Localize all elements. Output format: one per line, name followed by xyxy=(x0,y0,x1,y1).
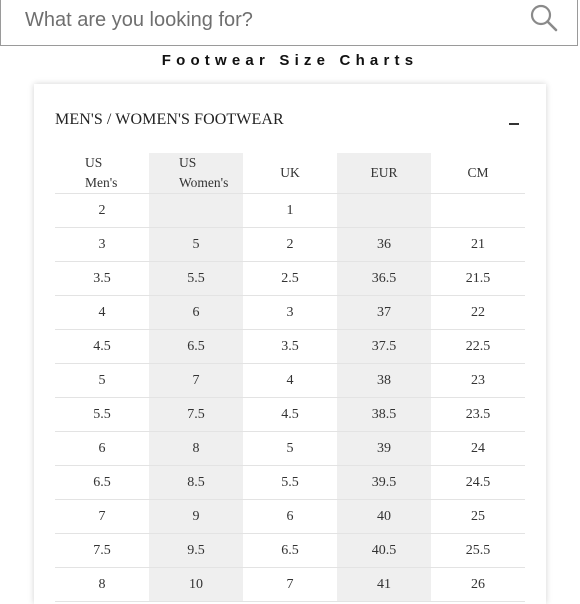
cell-us-womens: 8.5 xyxy=(149,466,243,500)
cell-us-mens: 3.5 xyxy=(55,262,149,296)
cell-cm: 25.5 xyxy=(431,534,525,568)
collapse-toggle[interactable] xyxy=(504,114,524,134)
table-row xyxy=(55,568,525,602)
cell-us-womens: 8 xyxy=(149,432,243,466)
cell-uk: 7 xyxy=(243,568,337,602)
table-header-row xyxy=(55,153,525,194)
cell-eur: 39.5 xyxy=(337,466,431,500)
cell-cm: 22 xyxy=(431,296,525,330)
table-row xyxy=(55,398,525,432)
cell-cm: 23.5 xyxy=(431,398,525,432)
cell-uk: 6.5 xyxy=(243,534,337,568)
cell-us-womens: 7.5 xyxy=(149,398,243,432)
cell-uk: 1 xyxy=(243,194,337,228)
header-line: Men's xyxy=(85,175,118,190)
header-line: CM xyxy=(467,165,489,180)
cell-eur: 40.5 xyxy=(337,534,431,568)
table-row xyxy=(55,296,525,330)
cell-eur: 37 xyxy=(337,296,431,330)
search-input[interactable] xyxy=(25,1,505,39)
minus-icon xyxy=(509,123,519,125)
page-title: Footwear Size Charts xyxy=(161,52,419,69)
cell-uk: 3 xyxy=(243,296,337,330)
cell-cm: 26 xyxy=(431,568,525,602)
cell-us-mens: 3 xyxy=(55,228,149,262)
cell-us-mens: 2 xyxy=(55,194,149,228)
cell-uk: 5.5 xyxy=(243,466,337,500)
table-row xyxy=(55,330,525,364)
cell-us-womens: 9 xyxy=(149,500,243,534)
header-line: UK xyxy=(280,165,300,180)
table-row xyxy=(55,364,525,398)
cell-us-mens: 6 xyxy=(55,432,149,466)
size-chart-card xyxy=(34,84,546,604)
cell-eur: 38 xyxy=(337,364,431,398)
column-header-eur xyxy=(337,153,431,194)
cell-eur: 39 xyxy=(337,432,431,466)
cell-eur: 37.5 xyxy=(337,330,431,364)
table-row xyxy=(55,466,525,500)
cell-eur: 36 xyxy=(337,228,431,262)
search-icon[interactable] xyxy=(529,3,559,33)
header-line: EUR xyxy=(370,165,398,180)
cell-us-womens: 9.5 xyxy=(149,534,243,568)
table-row xyxy=(55,534,525,568)
cell-us-womens: 10 xyxy=(149,568,243,602)
header-line: Women's xyxy=(179,175,229,190)
cell-us-mens: 5 xyxy=(55,364,149,398)
cell-cm: 25 xyxy=(431,500,525,534)
header-line: US xyxy=(179,155,197,170)
table-row xyxy=(55,262,525,296)
cell-cm: 21.5 xyxy=(431,262,525,296)
cell-us-mens: 5.5 xyxy=(55,398,149,432)
cell-cm xyxy=(431,194,525,228)
size-table xyxy=(55,153,525,602)
cell-uk: 2.5 xyxy=(243,262,337,296)
cell-us-womens xyxy=(149,194,243,228)
table-row xyxy=(55,432,525,466)
cell-uk: 4 xyxy=(243,364,337,398)
column-header-us-mens xyxy=(55,153,149,194)
header-line: US xyxy=(85,155,103,170)
cell-cm: 23 xyxy=(431,364,525,398)
cell-us-mens: 7.5 xyxy=(55,534,149,568)
cell-cm: 22.5 xyxy=(431,330,525,364)
cell-eur: 41 xyxy=(337,568,431,602)
cell-us-mens: 4 xyxy=(55,296,149,330)
cell-eur: 36.5 xyxy=(337,262,431,296)
table-row xyxy=(55,194,525,228)
cell-us-womens: 6.5 xyxy=(149,330,243,364)
cell-us-womens: 6 xyxy=(149,296,243,330)
cell-eur xyxy=(337,194,431,228)
cell-cm: 24.5 xyxy=(431,466,525,500)
cell-cm: 21 xyxy=(431,228,525,262)
table-row xyxy=(55,500,525,534)
cell-us-mens: 4.5 xyxy=(55,330,149,364)
cell-us-womens: 5.5 xyxy=(149,262,243,296)
table-row xyxy=(55,228,525,262)
cell-uk: 3.5 xyxy=(243,330,337,364)
cell-uk: 5 xyxy=(243,432,337,466)
cell-uk: 2 xyxy=(243,228,337,262)
cell-uk: 6 xyxy=(243,500,337,534)
cell-us-womens: 7 xyxy=(149,364,243,398)
column-header-uk xyxy=(243,153,337,194)
column-header-us-womens xyxy=(149,153,243,194)
cell-us-womens: 5 xyxy=(149,228,243,262)
size-table-body xyxy=(55,194,525,602)
cell-uk: 4.5 xyxy=(243,398,337,432)
cell-us-mens: 8 xyxy=(55,568,149,602)
column-header-cm xyxy=(431,153,525,194)
cell-us-mens: 7 xyxy=(55,500,149,534)
cell-cm: 24 xyxy=(431,432,525,466)
section-title: MEN'S / WOMEN'S FOOTWEAR xyxy=(55,111,284,128)
cell-eur: 38.5 xyxy=(337,398,431,432)
cell-us-mens: 6.5 xyxy=(55,466,149,500)
search-bar xyxy=(0,0,578,46)
cell-eur: 40 xyxy=(337,500,431,534)
